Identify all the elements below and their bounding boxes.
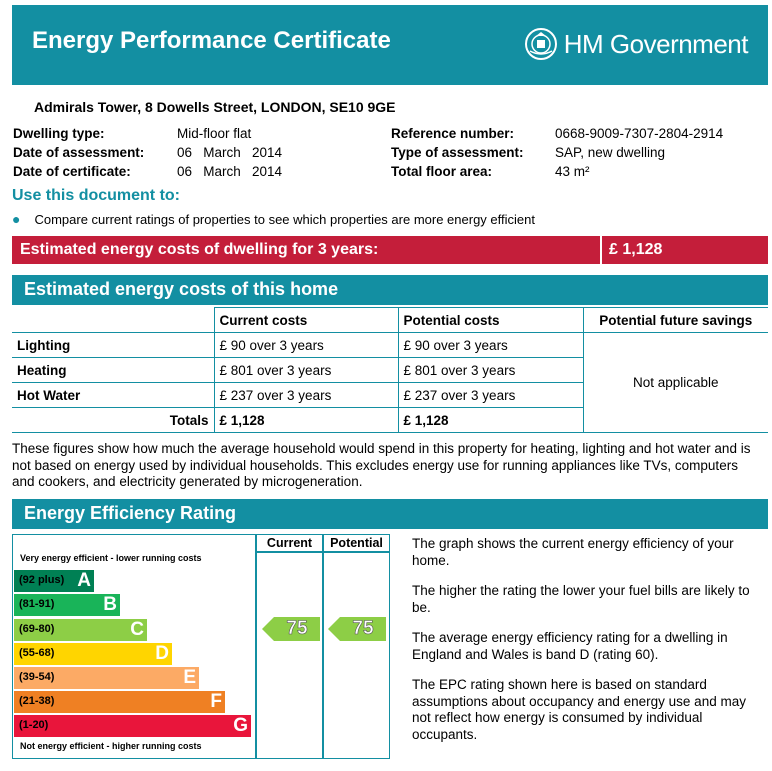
potential-rating-value: 75	[352, 618, 374, 639]
rating-section-title: Energy Efficiency Rating	[24, 503, 237, 523]
government-logo-text: HM Government	[563, 28, 748, 59]
costs-table	[12, 307, 768, 433]
row-label: Hot Water	[12, 383, 214, 408]
detail-label: Type of assessment:	[391, 145, 524, 160]
three-year-cost-label: Estimated energy costs of dwelling for 3 years:	[20, 241, 379, 258]
column-header: Potential future savings	[583, 308, 768, 333]
band-range: (69-80)	[19, 623, 55, 635]
costs-section-title: Estimated energy costs of this home	[24, 279, 339, 299]
totals-label: Totals	[12, 408, 214, 433]
band-letter: B	[103, 594, 117, 615]
detail-value: 06 March 2014	[177, 164, 283, 179]
detail-value: 06 March 2014	[177, 145, 283, 160]
totals-current: £ 1,128	[214, 408, 398, 433]
column-header: Potential costs	[398, 308, 583, 333]
band-range: (1-20)	[19, 719, 49, 731]
band-letter: F	[210, 691, 222, 712]
details-left	[13, 124, 282, 181]
use-document-heading: Use this document to:	[12, 187, 181, 204]
band-letter: G	[233, 715, 248, 736]
band-c	[14, 619, 147, 641]
details-right	[391, 124, 723, 181]
band-a	[14, 570, 94, 592]
potential-column-header: Potential	[330, 536, 383, 550]
detail-value: SAP, new dwelling	[555, 145, 666, 160]
three-year-cost-value: £ 1,128	[609, 241, 663, 258]
bottom-note: Not energy efficient - higher running costs	[20, 741, 202, 751]
top-note: Very energy efficient - lower running costs	[20, 553, 202, 563]
detail-label: Date of certificate:	[13, 164, 131, 179]
detail-value: 0668-9009-7307-2804-2914	[555, 126, 724, 141]
explanation-paragraph: The average energy efficiency rating for a dwelling in England and Wales is band D (rating 60).	[412, 630, 728, 662]
column-header: Current costs	[214, 308, 398, 333]
bullet-text: Compare current ratings of properties to see which properties are more energy efficient	[34, 211, 535, 227]
costs-note: These figures show how much the average household would spend in this property for heating, lighting and hot water and is not based on energy used by individual households. This excludes energy use for running appliances like TVs, computers and cookers, and electricity generated by microgeneration.	[12, 441, 751, 489]
band-letter: D	[155, 643, 169, 664]
potential-cost-cell: £ 90 over 3 years	[398, 333, 583, 358]
row-label: Heating	[12, 358, 214, 383]
use-document-bullet	[12, 211, 535, 227]
band-letter: E	[183, 667, 196, 688]
band-e	[14, 667, 199, 689]
band-range: (21-38)	[19, 695, 55, 707]
band-range: (92 plus)	[19, 574, 65, 586]
detail-label: Reference number:	[391, 126, 515, 141]
table-row	[12, 333, 768, 358]
hm-government-logo	[524, 27, 748, 61]
explanation-paragraph: The EPC rating shown here is based on standard assumptions about occupancy and energy use and may not reflect how energy is consumed by individual occupants.	[412, 677, 746, 742]
band-d	[14, 643, 172, 665]
energy-rating-chart	[12, 534, 392, 760]
detail-label: Total floor area:	[391, 164, 493, 179]
costs-section-header	[12, 275, 768, 305]
table-header-row	[12, 308, 768, 333]
property-address: Admirals Tower, 8 Dowells Street, LONDON, SE10 9GE	[34, 99, 396, 115]
row-label: Lighting	[12, 333, 214, 358]
explanation-paragraph: The graph shows the current energy efficiency of your home.	[412, 536, 734, 568]
band-letter: C	[130, 619, 144, 640]
detail-label: Dwelling type:	[13, 126, 105, 141]
rating-explanation	[412, 536, 766, 757]
band-letter: A	[77, 570, 91, 591]
potential-cost-cell: £ 801 over 3 years	[398, 358, 583, 383]
detail-value: Mid-floor flat	[177, 126, 252, 141]
band-range: (81-91)	[19, 598, 55, 610]
three-year-cost-bar	[12, 236, 768, 264]
bullet-icon: ●	[12, 211, 21, 227]
band-f	[14, 691, 225, 713]
detail-label: Date of assessment:	[13, 145, 145, 160]
detail-value: 43 m²	[555, 164, 590, 179]
band-b	[14, 594, 120, 616]
royal-crest-icon	[524, 27, 558, 61]
potential-cost-cell: £ 237 over 3 years	[398, 383, 583, 408]
explanation-paragraph: The higher the rating the lower your fuel bills are likely to be.	[412, 583, 750, 615]
rating-section-header	[12, 499, 768, 529]
current-cost-cell: £ 801 over 3 years	[214, 358, 398, 383]
table-corner	[12, 308, 214, 333]
totals-potential: £ 1,128	[398, 408, 583, 433]
band-range: (39-54)	[19, 671, 55, 683]
page-title: Energy Performance Certificate	[32, 27, 391, 54]
current-rating-value: 75	[286, 618, 308, 639]
band-g	[14, 715, 251, 737]
divider	[600, 236, 602, 264]
header-bar	[12, 5, 768, 85]
current-cost-cell: £ 90 over 3 years	[214, 333, 398, 358]
band-range: (55-68)	[19, 647, 55, 659]
savings-cell: Not applicable	[583, 333, 768, 433]
current-cost-cell: £ 237 over 3 years	[214, 383, 398, 408]
current-column-header: Current	[266, 536, 313, 550]
